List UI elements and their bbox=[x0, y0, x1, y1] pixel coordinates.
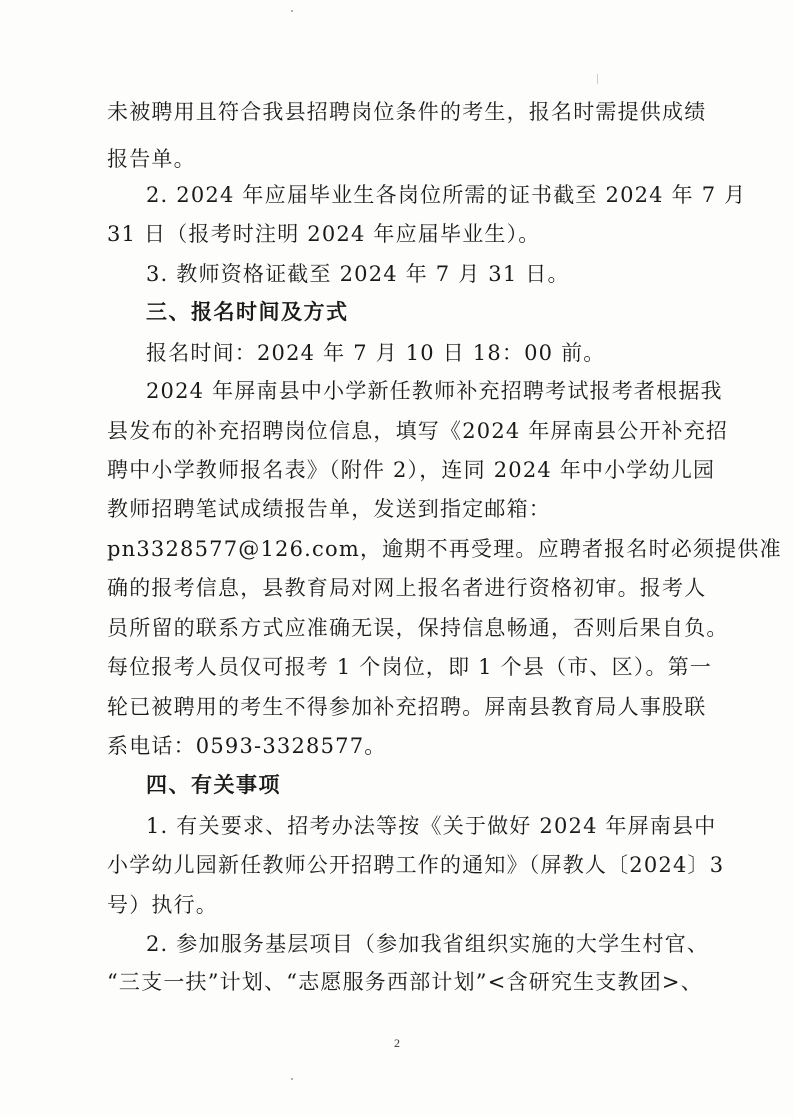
text-line: 2. 参加服务基层项目（参加我省组织实施的大学生村官、 bbox=[146, 932, 710, 956]
text-line: 员所留的联系方式应准确无误，保持信息畅通，否则后果自负。 bbox=[107, 616, 729, 640]
text-line: 教师招聘笔试成绩报告单，发送到指定邮箱： bbox=[107, 497, 551, 521]
text-line: 聘中小学教师报名表》（附件 2），连同 2024 年中小学幼儿园 bbox=[107, 458, 716, 482]
text-line: 2. 2024 年应届毕业生各岗位所需的证书截至 2024 年 7 月 bbox=[146, 183, 747, 207]
text-line: 报名时间：2024 年 7 月 10 日 18：00 前。 bbox=[146, 341, 606, 365]
text-line: 系电话：0593-3328577。 bbox=[107, 734, 387, 758]
text-line: 每位报考人员仅可报考 1 个岗位，即 1 个县（市、区）。第一 bbox=[107, 655, 713, 679]
scan-mark bbox=[597, 74, 598, 84]
page-number: 2 bbox=[394, 1036, 400, 1050]
text-line: 轮已被聘用的考生不得参加补充招聘。屏南县教育局人事股联 bbox=[107, 695, 707, 719]
text-line: 31 日（报考时注明 2024 年应届毕业生）。 bbox=[107, 222, 541, 246]
section-heading: 三、报名时间及方式 bbox=[146, 300, 349, 324]
text-line: 未被聘用且符合我县招聘岗位条件的考生，报名时需提供成绩 bbox=[107, 100, 707, 124]
text-line: 县发布的补充招聘岗位信息，填写《2024 年屏南县公开补充招 bbox=[107, 419, 729, 443]
text-line: 确的报考信息，县教育局对网上报名者进行资格初审。报考人 bbox=[107, 576, 707, 600]
text-line: 号）执行。 bbox=[107, 893, 218, 917]
text-line: 1. 有关要求、招考办法等按《关于做好 2024 年屏南县中 bbox=[146, 814, 717, 838]
text-line: “三支一扶”计划、“志愿服务西部计划”<含研究生支教团>、 bbox=[107, 970, 703, 994]
text-line: 小学幼儿园新任教师公开招聘工作的通知》（屏教人〔2024〕3 bbox=[107, 853, 725, 877]
scan-speck bbox=[291, 1078, 293, 1080]
text-line: 3. 教师资格证截至 2024 年 7 月 31 日。 bbox=[146, 262, 570, 286]
text-line: pn3328577@126.com，逾期不再受理。应聘者报名时必须提供准 bbox=[107, 537, 782, 561]
scan-speck bbox=[291, 10, 293, 12]
text-line: 2024 年屏南县中小学新任教师补充招聘考试报考者根据我 bbox=[146, 379, 723, 403]
text-line: 报告单。 bbox=[107, 147, 196, 171]
section-heading: 四、有关事项 bbox=[146, 773, 281, 797]
